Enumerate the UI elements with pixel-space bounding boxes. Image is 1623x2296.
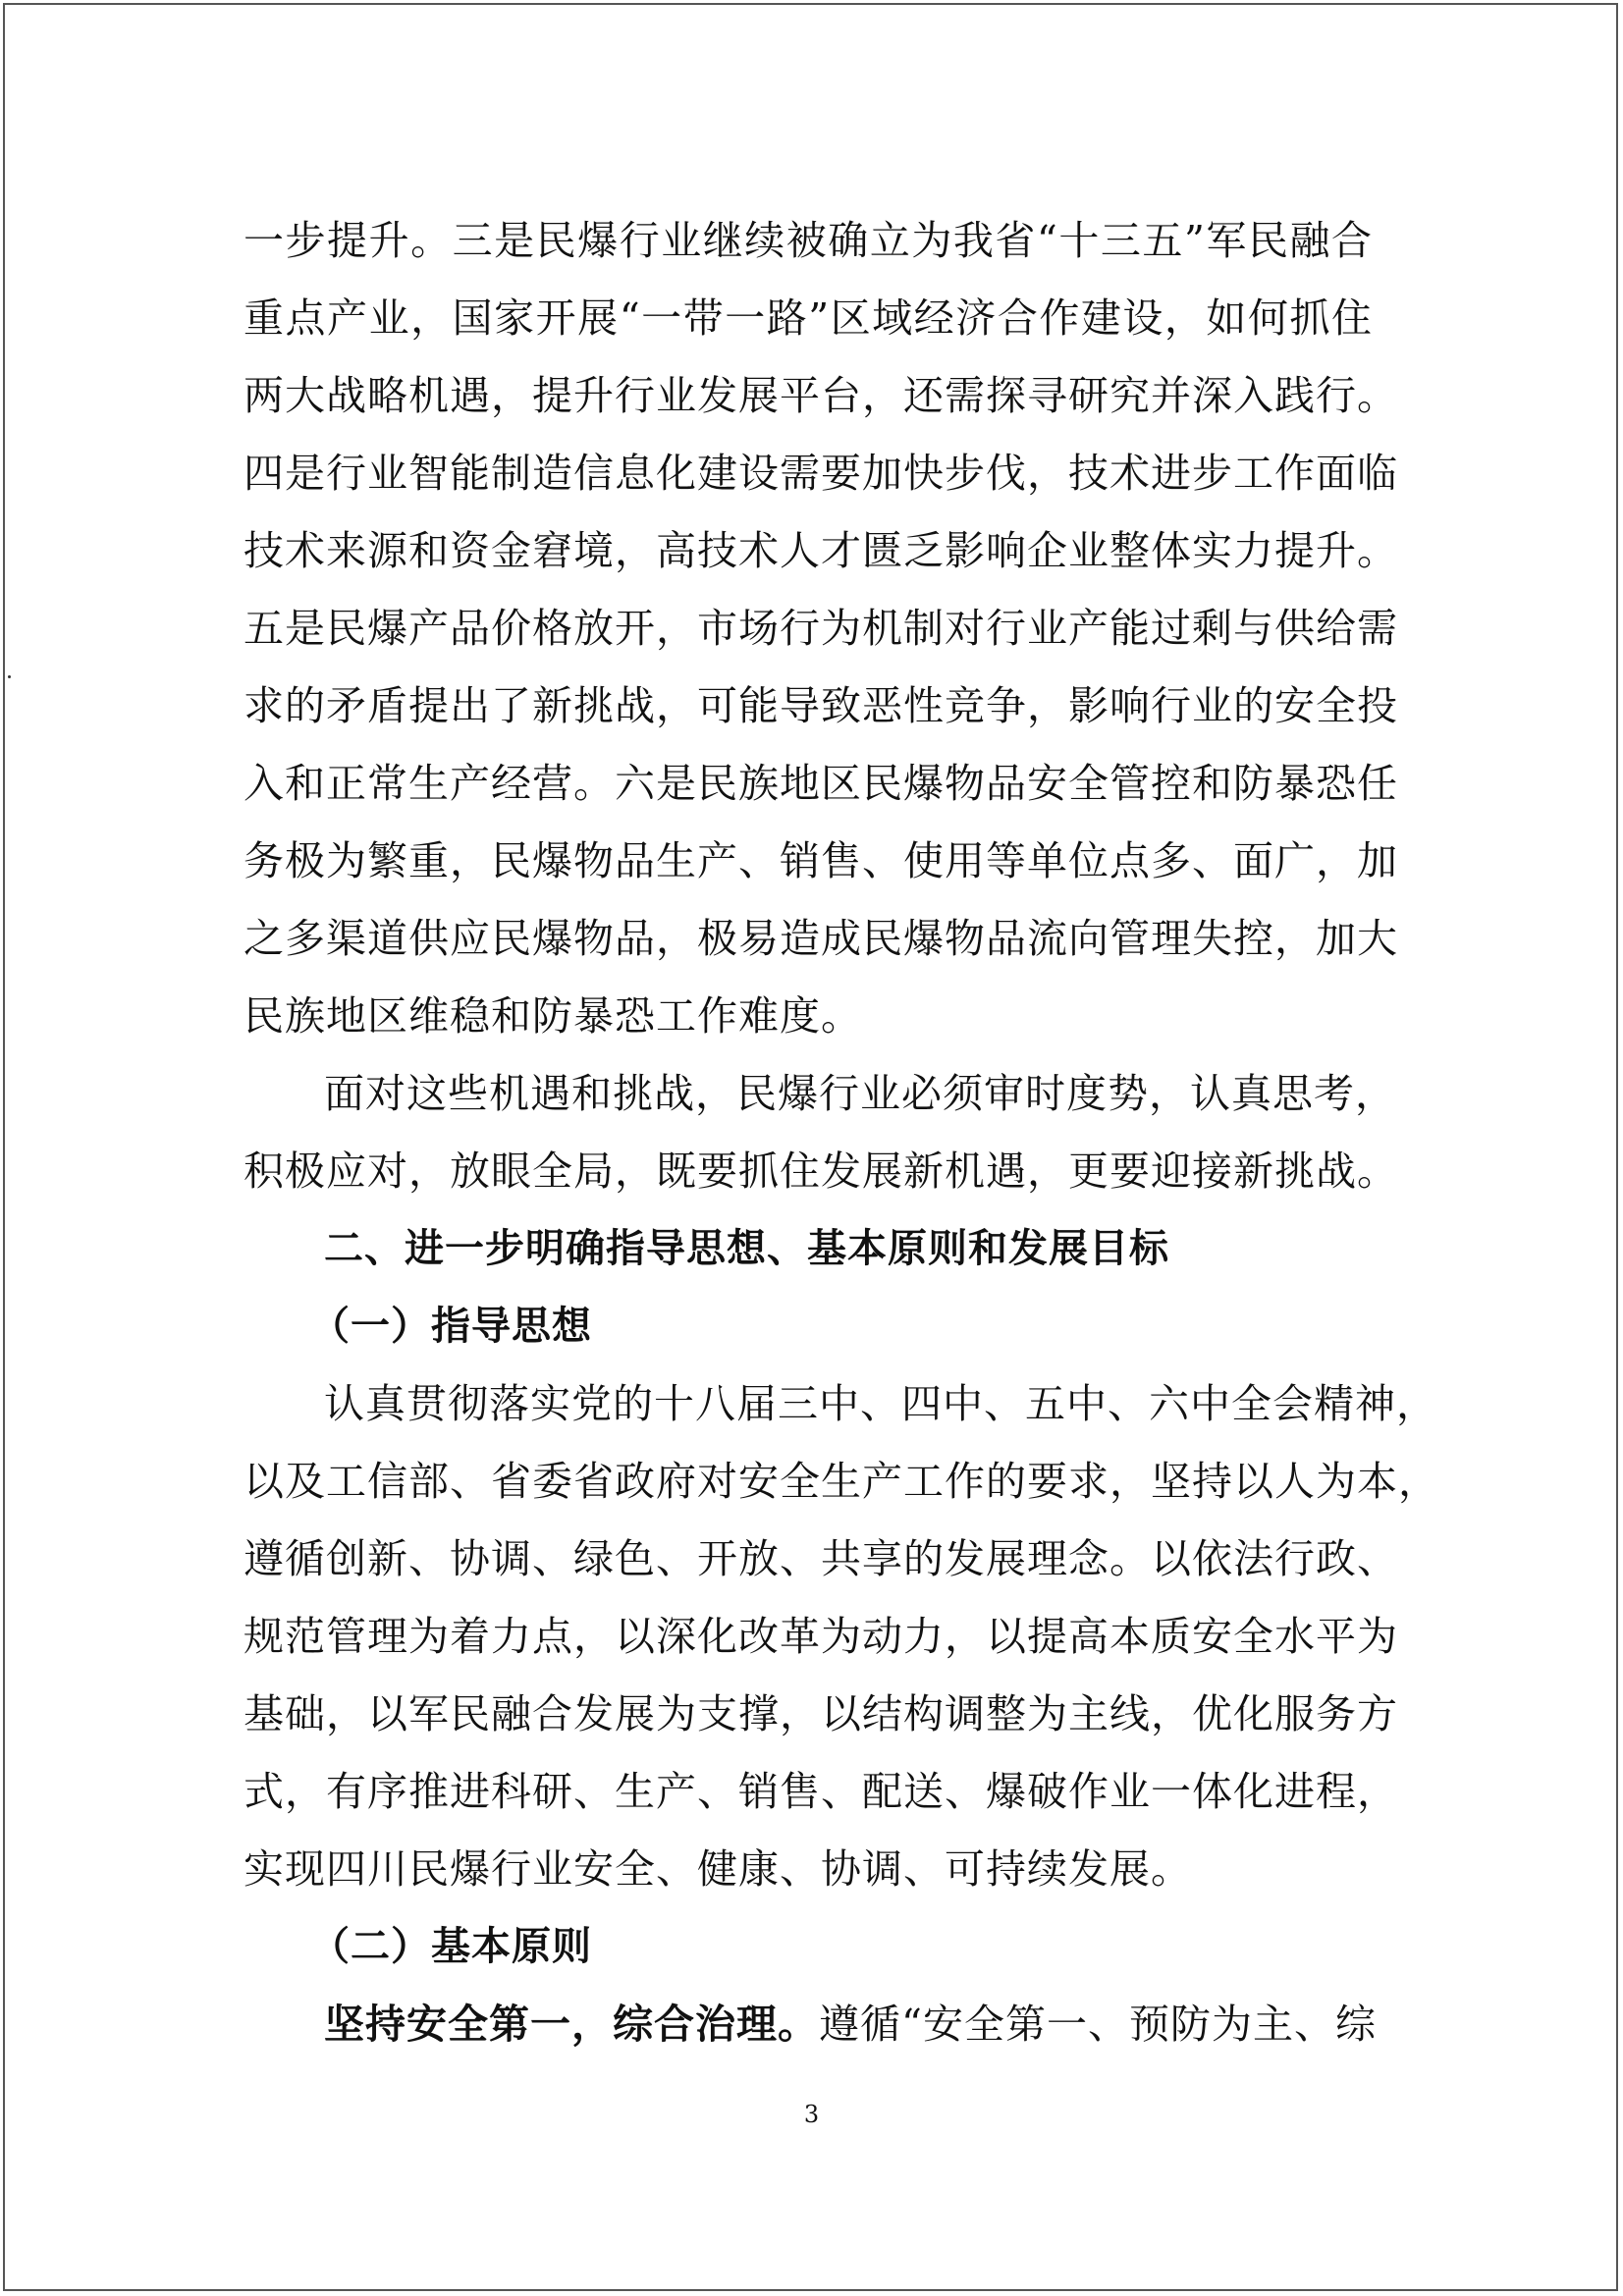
principle-line: [324, 1985, 1377, 2063]
text-line: 之多渠道供应民爆物品，极易造成民爆物品流向管理失控，加大: [243, 915, 1398, 962]
paragraph-first-line: 面对这些机遇和挑战，民爆行业必须审时度势，认真思考，: [324, 1070, 1396, 1117]
principle-text: 遵循“安全第一、预防为主、综: [819, 2001, 1377, 2048]
text-line: 入和正常生产经营。六是民族地区民爆物品安全管控和防暴恐任: [243, 760, 1398, 807]
text-line: 式，有序推进科研、生产、销售、配送、爆破作业一体化进程，: [243, 1768, 1398, 1815]
text-line: 积极应对，放眼全局，既要抓住发展新机遇，更要迎接新挑战。: [243, 1148, 1398, 1195]
subsection-heading: （一）指导思想: [310, 1304, 592, 1349]
scan-artifact-dot: [8, 675, 11, 678]
principle-lead: 坚持安全第一，综合治理。: [324, 2001, 819, 2048]
text-line: 规范管理为着力点，以深化改革为动力，以提高本质安全水平为: [243, 1613, 1398, 1660]
text-line: 民族地区维稳和防暴恐工作难度。: [243, 992, 862, 1040]
text-line: 五是民爆产品价格放开，市场行为机制对行业产能过剩与供给需: [243, 605, 1398, 652]
text-line: 实现四川民爆行业安全、健康、协调、可持续发展。: [243, 1845, 1192, 1893]
text-line: 重点产业，国家开展“一带一路”区域经济合作建设，如何抓住: [243, 294, 1373, 342]
text-line: 技术来源和资金窘境，高技术人才匮乏影响企业整体实力提升。: [243, 527, 1398, 574]
subsection-heading: （二）基本原则: [310, 1924, 592, 1969]
text-line: 四是行业智能制造信息化建设需要加快步伐，技术进步工作面临: [243, 450, 1398, 497]
text-line: 一步提升。三是民爆行业继续被确立为我省“十三五”军民融合: [243, 217, 1373, 264]
text-line: 遵循创新、协调、绿色、开放、共享的发展理念。以依法行政、: [243, 1535, 1398, 1582]
text-line: 以及工信部、省委省政府对安全生产工作的要求，坚持以人为本，: [243, 1458, 1439, 1505]
text-line: 务极为繁重，民爆物品生产、销售、使用等单位点多、面广，加: [243, 837, 1398, 884]
section-heading: 二、进一步明确指导思想、基本原则和发展目标: [324, 1226, 1169, 1271]
page-number: 3: [803, 2101, 820, 2128]
text-line: 求的矛盾提出了新挑战，可能导致恶性竞争，影响行业的安全投: [243, 682, 1398, 729]
text-line: 两大战略机遇，提升行业发展平台，还需探寻研究并深入践行。: [243, 372, 1398, 419]
text-line: 基础，以军民融合发展为支撑，以结构调整为主线，优化服务方: [243, 1690, 1398, 1737]
paragraph-first-line: 认真贯彻落实党的十八届三中、四中、五中、六中全会精神，: [324, 1380, 1437, 1427]
